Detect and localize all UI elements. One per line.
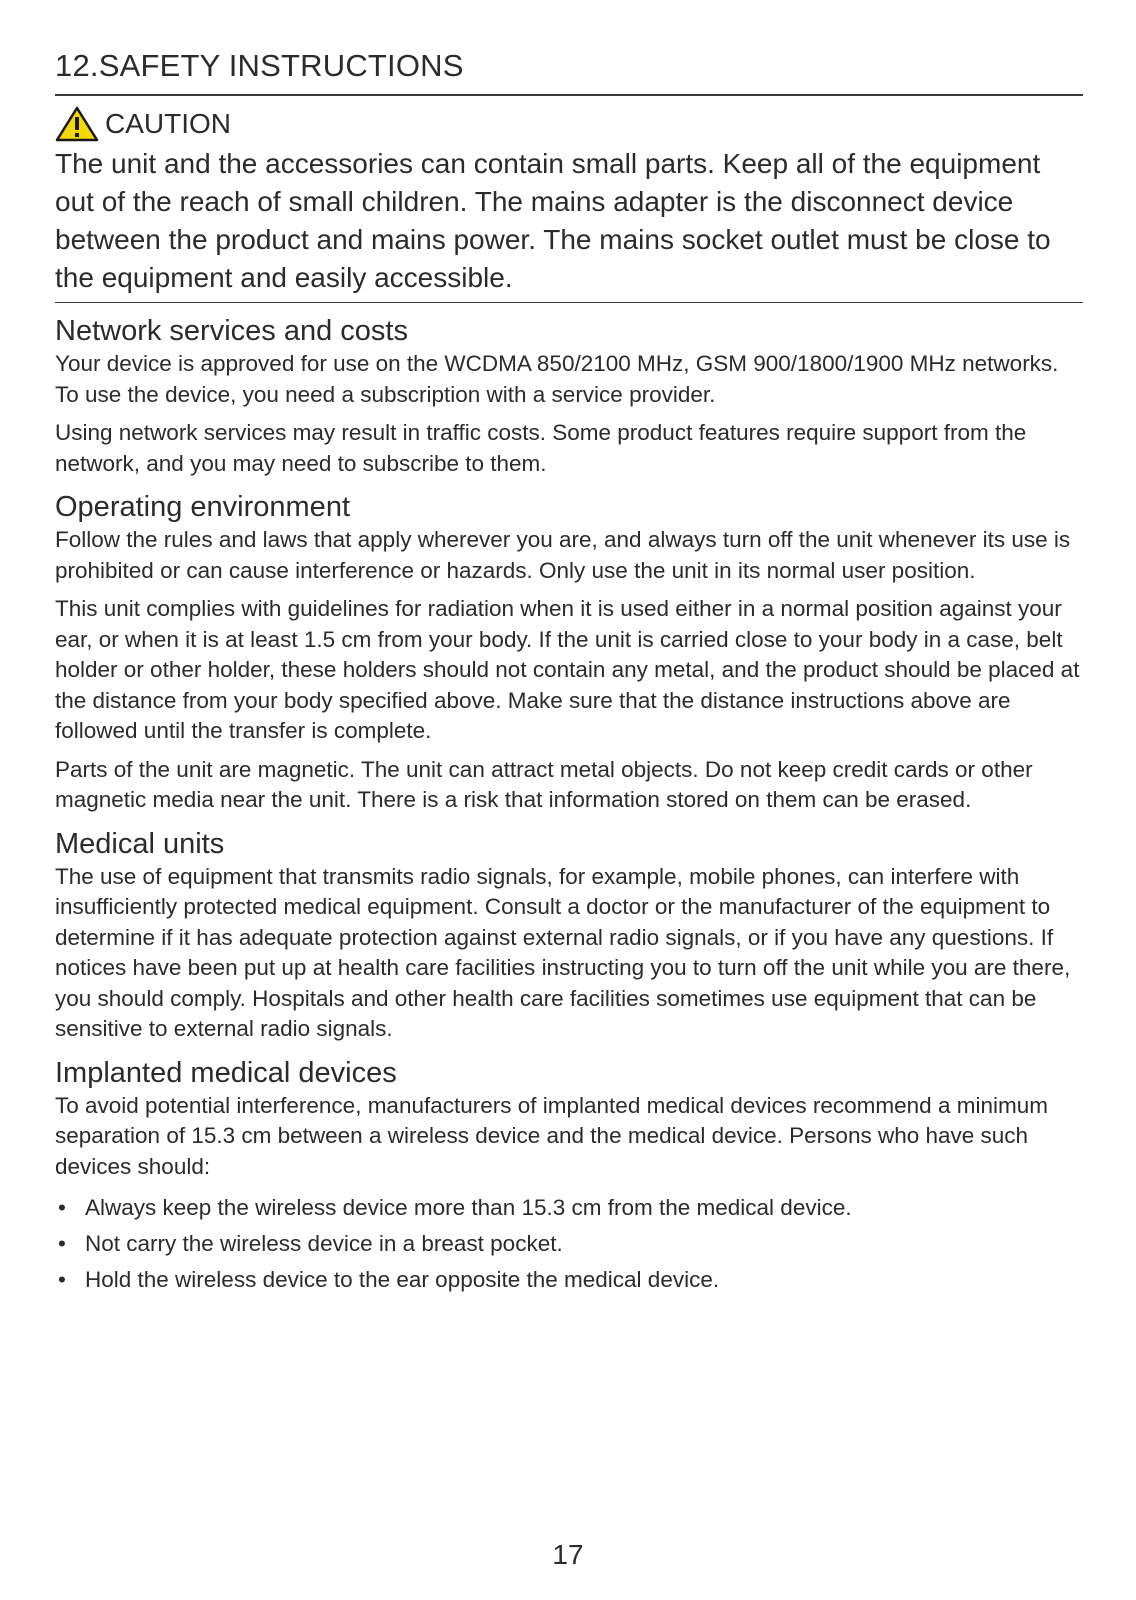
title-divider: [55, 94, 1083, 96]
list-item-text: Hold the wireless device to the ear opposite the medical device.: [85, 1267, 720, 1292]
list-item-text: Always keep the wireless device more than 15.3 cm from the medical device.: [85, 1195, 852, 1220]
section-medical-units: [55, 826, 1083, 1045]
bullet-icon: •: [58, 1195, 66, 1220]
paragraph: Parts of the unit are magnetic. The unit can attract metal objects. Do not keep credit cards or other magnetic media near the unit. There is a risk that information stored on them can be erased.: [55, 756, 1033, 812]
warning-triangle-icon: [55, 106, 99, 142]
caution-divider: [55, 302, 1083, 303]
section-implanted-devices: [55, 1055, 1083, 1296]
caution-header: [55, 106, 1083, 142]
bullet-list: [55, 1192, 1083, 1295]
paragraph: Follow the rules and laws that apply wherever you are, and always turn off the unit whenever its use is prohibited or can cause interference or hazards. Only use the unit in its normal user position.: [55, 527, 1071, 583]
paragraph: Using network services may result in traffic costs. Some product features require support from the network, and you may need to subscribe to them.: [55, 420, 1027, 476]
section-operating-environment: [55, 489, 1083, 816]
list-item: [55, 1192, 1083, 1223]
paragraph: This unit complies with guidelines for radiation when it is used either in a normal position against your ear, or when it is at least 1.5 cm from your body. If the unit is carried close to your body in a case, belt holder or other holder, these holders should not contain any metal, and the product should be placed at the distance from your body specified above. Make sure that the distance instructions above are followed until the transfer is complete.: [55, 596, 1080, 743]
section-title: Network services and costs: [55, 315, 408, 347]
section-title: Operating environment: [55, 491, 350, 523]
caution-label: CAUTION: [105, 108, 231, 139]
paragraph: Your device is approved for use on the WCDMA 850/2100 MHz, GSM 900/1800/1900 MHz networks. To use the device, you need a subscription with a service provider.: [55, 351, 1059, 407]
page-title: 12.SAFETY INSTRUCTIONS: [55, 48, 464, 83]
bullet-icon: •: [58, 1267, 66, 1292]
caution-text: The unit and the accessories can contain small parts. Keep all of the equipment out of the reach of small children. The mains adapter is the disconnect device between the product and mains power. The mains socket outlet must be close to the equipment and easily accessible.: [55, 148, 1051, 293]
manual-page: [55, 46, 1083, 1305]
page-number: 17: [552, 1539, 584, 1570]
paragraph: The use of equipment that transmits radio signals, for example, mobile phones, can interfere with insufficiently protected medical equipment. Consult a doctor or the manufacturer of the equipment to determine if it has adequate protection against external radio signals, or if you have any questions. If notices have been put up at health care facilities instructing you to turn off the unit while you are there, you should comply. Hospitals and other health care facilities sometimes use equipment that can be sensitive to external radio signals.: [55, 863, 1071, 1041]
list-item-text: Not carry the wireless device in a breast pocket.: [85, 1231, 563, 1256]
list-item: [55, 1264, 1083, 1295]
caution-block: [55, 106, 1083, 303]
section-network-services: [55, 313, 1083, 479]
section-title: Implanted medical devices: [55, 1056, 397, 1089]
list-item: [55, 1228, 1083, 1259]
section-title: Medical units: [55, 827, 225, 860]
bullet-icon: •: [58, 1231, 66, 1256]
paragraph: To avoid potential interference, manufacturers of implanted medical devices recommend a minimum separation of 15.3 cm between a wireless device and the medical device. Persons who have such devices should:: [55, 1092, 1048, 1179]
